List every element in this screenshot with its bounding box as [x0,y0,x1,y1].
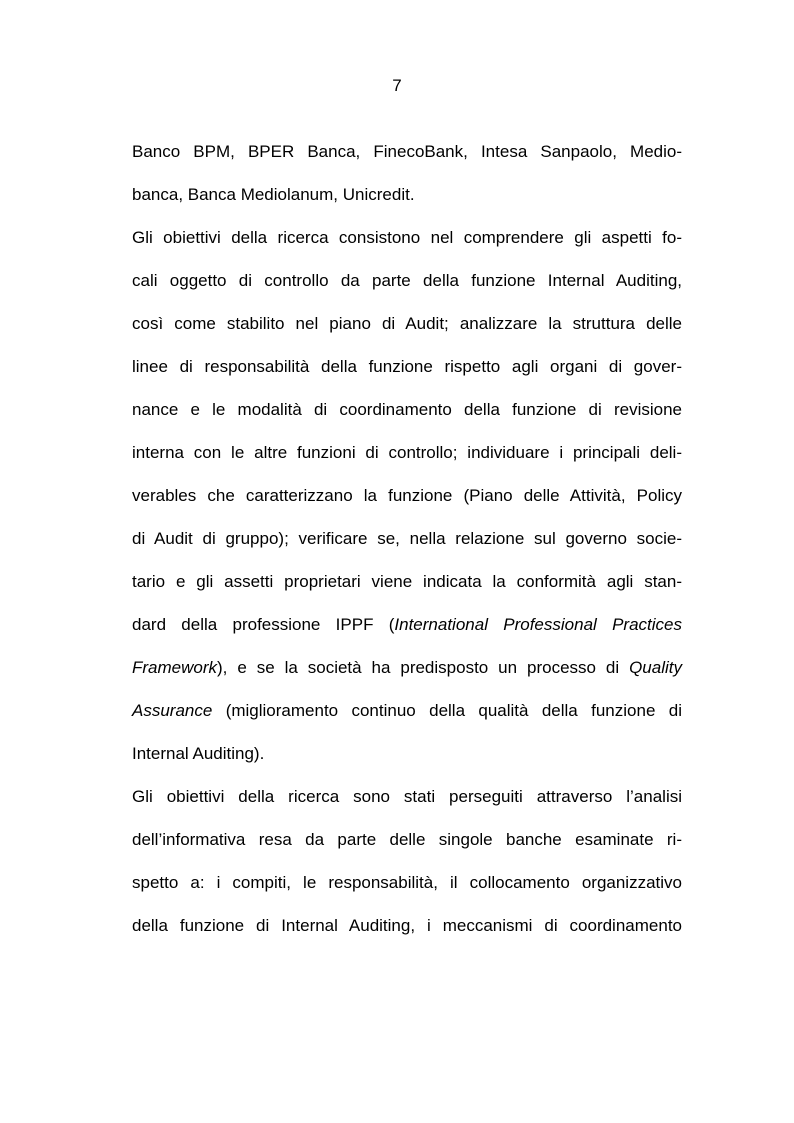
text-line [132,904,682,947]
text-line [132,603,682,646]
text-line [132,431,682,474]
text-line [132,517,682,560]
text-segment: verables che caratterizzano la funzione (Piano delle Attività, Policy [132,486,682,505]
text-segment: così come stabilito nel piano di Audit; analizzare la struttura delle [132,314,682,333]
text-line [132,474,682,517]
text-segment: cali oggetto di controllo da parte della funzione Internal Auditing, [132,271,682,290]
page-number: 7 [392,76,402,95]
text-line [132,732,682,775]
text-segment: Gli obiettivi della ricerca consistono nel comprendere gli aspetti fo- [132,228,682,247]
italic-segment: Assurance [132,701,213,720]
text-line [132,388,682,431]
text-line [132,302,682,345]
text-segment: dard della professione IPPF ( [132,615,395,634]
body-text [132,130,682,947]
text-segment: di Audit di gruppo); verificare se, nella relazione sul governo socie- [132,529,682,548]
text-segment: (miglioramento continuo della qualità della funzione di [212,701,682,720]
text-segment: Gli obiettivi della ricerca sono stati perseguiti attraverso l’analisi [132,787,682,806]
text-line [132,130,682,173]
text-segment: banca, Banca Mediolanum, Unicredit. [132,185,415,204]
text-line [132,775,682,818]
text-line [132,689,682,732]
text-line [132,173,682,216]
italic-segment: Framework [132,658,218,677]
text-segment: Banco BPM, BPER Banca, FinecoBank, Intesa Sanpaolo, Medio- [132,142,682,161]
text-segment: tario e gli assetti proprietari viene indicata la conformità agli stan- [132,572,682,591]
text-line [132,646,682,689]
text-segment: nance e le modalità di coordinamento della funzione di revisione [132,400,682,419]
text-segment: spetto a: i compiti, le responsabilità, il collocamento organizzativo [132,873,682,892]
text-line [132,560,682,603]
text-segment: ), e se la società ha predisposto un processo di [217,658,630,677]
text-segment: interna con le altre funzioni di controllo; individuare i principali deli- [132,443,682,462]
text-segment: della funzione di Internal Auditing, i meccanismi di coordinamento [132,916,682,935]
text-line [132,259,682,302]
text-segment: Internal Auditing). [132,744,265,763]
text-segment: linee di responsabilità della funzione rispetto agli organi di gover- [132,357,682,376]
text-line [132,216,682,259]
text-line [132,818,682,861]
text-line [132,345,682,388]
italic-segment: Quality [629,658,682,677]
text-line [132,861,682,904]
text-segment: dell’informativa resa da parte delle singole banche esaminate ri- [132,830,682,849]
italic-segment: International Professional Practices [394,615,682,634]
